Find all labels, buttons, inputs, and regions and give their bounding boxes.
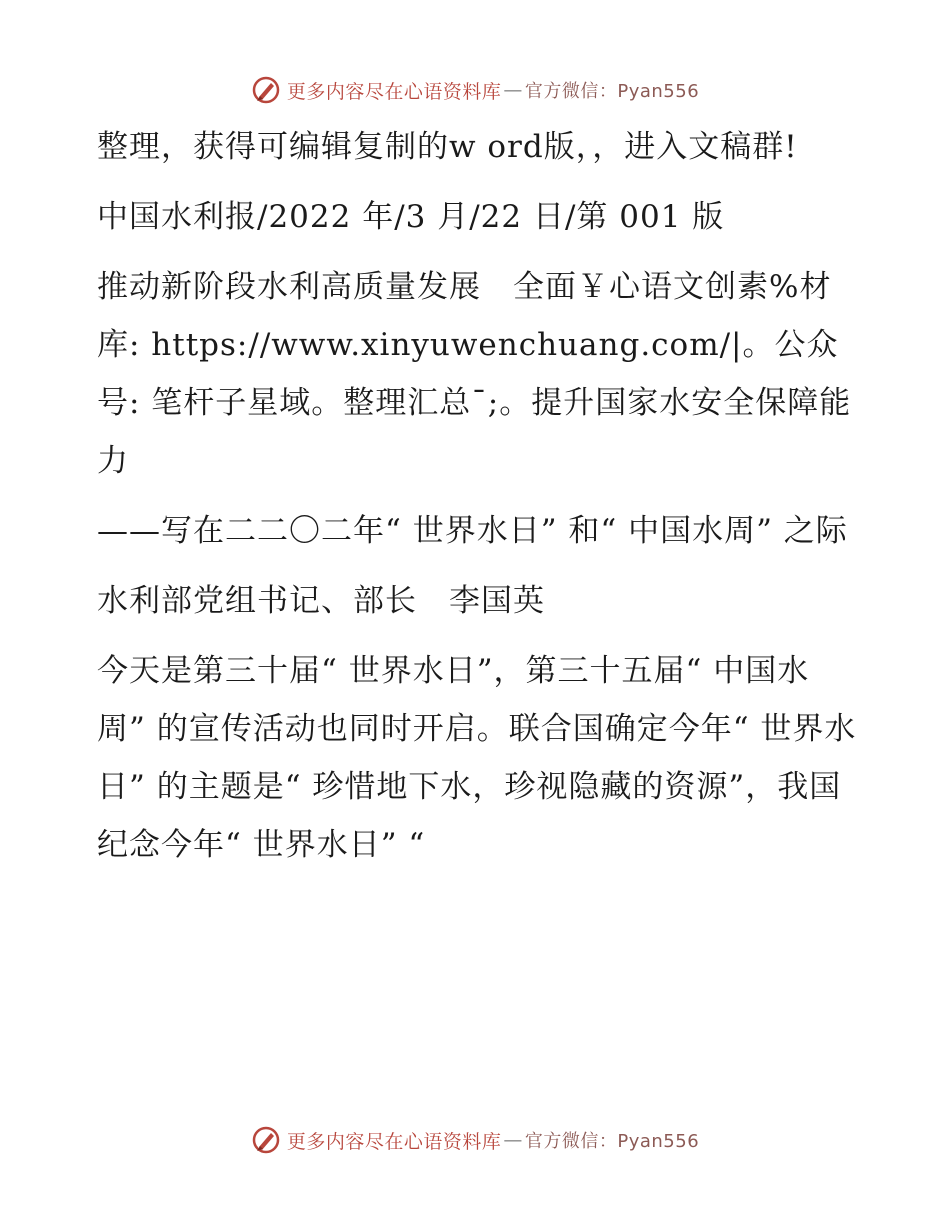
paragraph-author: 水利部党组书记、部长 李国英 [97, 583, 545, 619]
pen-logo-icon [251, 75, 281, 105]
paragraph-intro: 整理，获得可编辑复制的w ord版，，进入文稿群! [97, 129, 798, 165]
footer-separator: — [503, 1129, 523, 1151]
header-separator: — [503, 79, 523, 101]
paragraph-source: 中国水利报/2022 年/3 月/22 日/第 001 版 [97, 199, 725, 235]
header-wechat-id: 官方微信：Pyan556 [524, 81, 700, 102]
header-watermark-banner [0, 70, 950, 110]
paragraph-subtitle: ——写在二二〇二年“ 世界水日” 和“ 中国水周” 之际 [97, 513, 848, 549]
footer-banner-text: 更多内容尽在心语资料库 [286, 1130, 502, 1153]
footer-watermark-banner [0, 1120, 950, 1160]
header-banner-text: 更多内容尽在心语资料库 [286, 80, 502, 103]
document-body [97, 118, 857, 886]
pen-logo-icon [251, 1125, 281, 1155]
paragraph-body: 今天是第三十届“ 世界水日”，第三十五届“ 中国水周” 的宣传活动也同时开启。联合国确定今年“ 世界水日” 的主题是“ 珍惜地下水，珍视隐藏的资源”，我国纪念今年“ 世界水日” “ [97, 653, 857, 863]
paragraph-headline: 推动新阶段水利高质量发展 全面￥心语文创素%材库: https://www.xinyuwenchuang.com/|。公众号: 笔杆子星域。整理汇总¯;。提升国家水安全保障能力 [97, 269, 852, 479]
footer-wechat-id: 官方微信：Pyan556 [524, 1131, 700, 1152]
